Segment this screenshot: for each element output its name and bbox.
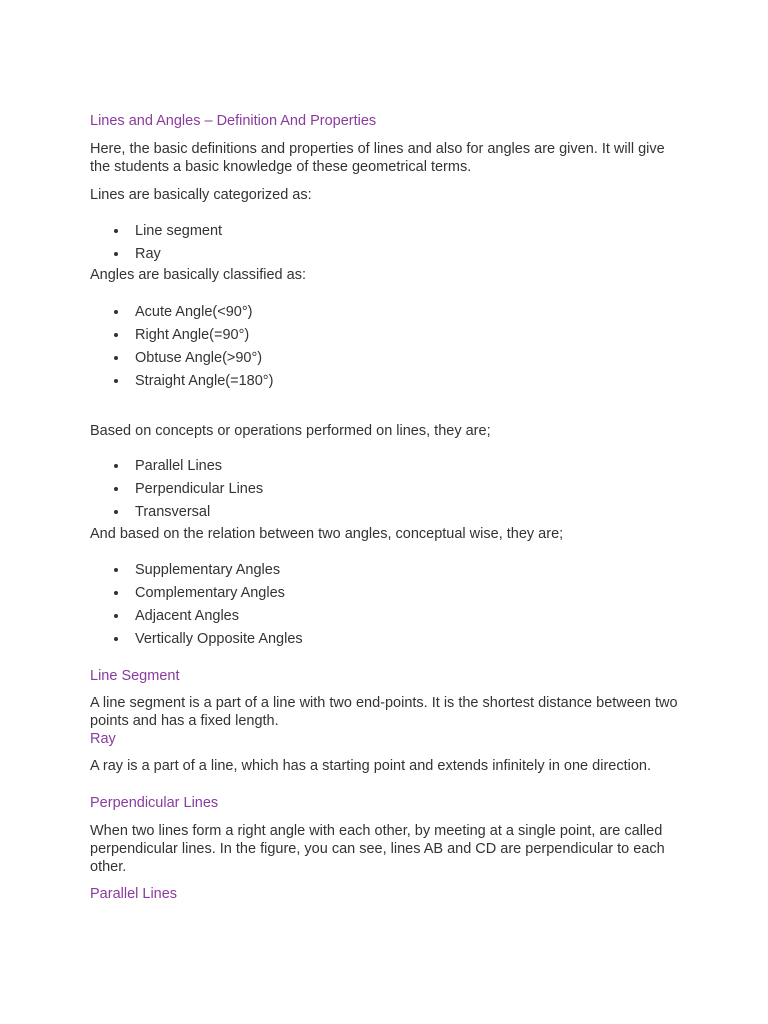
operations-intro: Based on concepts or operations performed on lines, they are; [90,423,491,439]
list-item: Right Angle(=90°) [90,326,273,349]
list-item: Acute Angle(<90°) [90,303,273,326]
list-item: Parallel Lines [90,457,263,480]
operations-list [90,457,263,526]
list-item: Line segment [90,222,222,245]
intro-paragraph: Here, the basic definitions and properties of lines and also for angles are given. It will give the students a basic knowledge of these geometrical terms. [90,141,665,175]
relation-intro: And based on the relation between two angles, conceptual wise, they are; [90,526,564,542]
line-segment-paragraph: A line segment is a part of a line with two end-points. It is the shortest distance between two points and has a fixed length. [90,695,678,729]
line-segment-heading: Line Segment [90,668,180,684]
list-item: Transversal [90,503,263,526]
angles-intro: Angles are basically classified as: [90,267,306,283]
list-item: Ray [90,245,222,268]
relation-list [90,561,303,653]
angles-list [90,303,273,395]
perpendicular-heading: Perpendicular Lines [90,795,219,811]
list-item: Vertically Opposite Angles [90,630,303,653]
lines-list [90,222,222,268]
page-title: Lines and Angles – Definition And Properties [90,113,377,129]
lines-intro: Lines are basically categorized as: [90,187,312,203]
perpendicular-paragraph: When two lines form a right angle with each other, by meeting at a single point, are called perpendicular lines. In the figure, you can see, lines AB and CD are perpendicular to each other. [90,823,665,875]
list-item: Perpendicular Lines [90,480,263,503]
list-item: Supplementary Angles [90,561,303,584]
ray-paragraph: A ray is a part of a line, which has a starting point and extends infinitely in one direction. [90,758,651,774]
list-item: Straight Angle(=180°) [90,372,273,395]
list-item: Complementary Angles [90,584,303,607]
parallel-heading: Parallel Lines [90,886,178,902]
ray-heading: Ray [90,731,116,747]
list-item: Adjacent Angles [90,607,303,630]
list-item: Obtuse Angle(>90°) [90,349,273,372]
